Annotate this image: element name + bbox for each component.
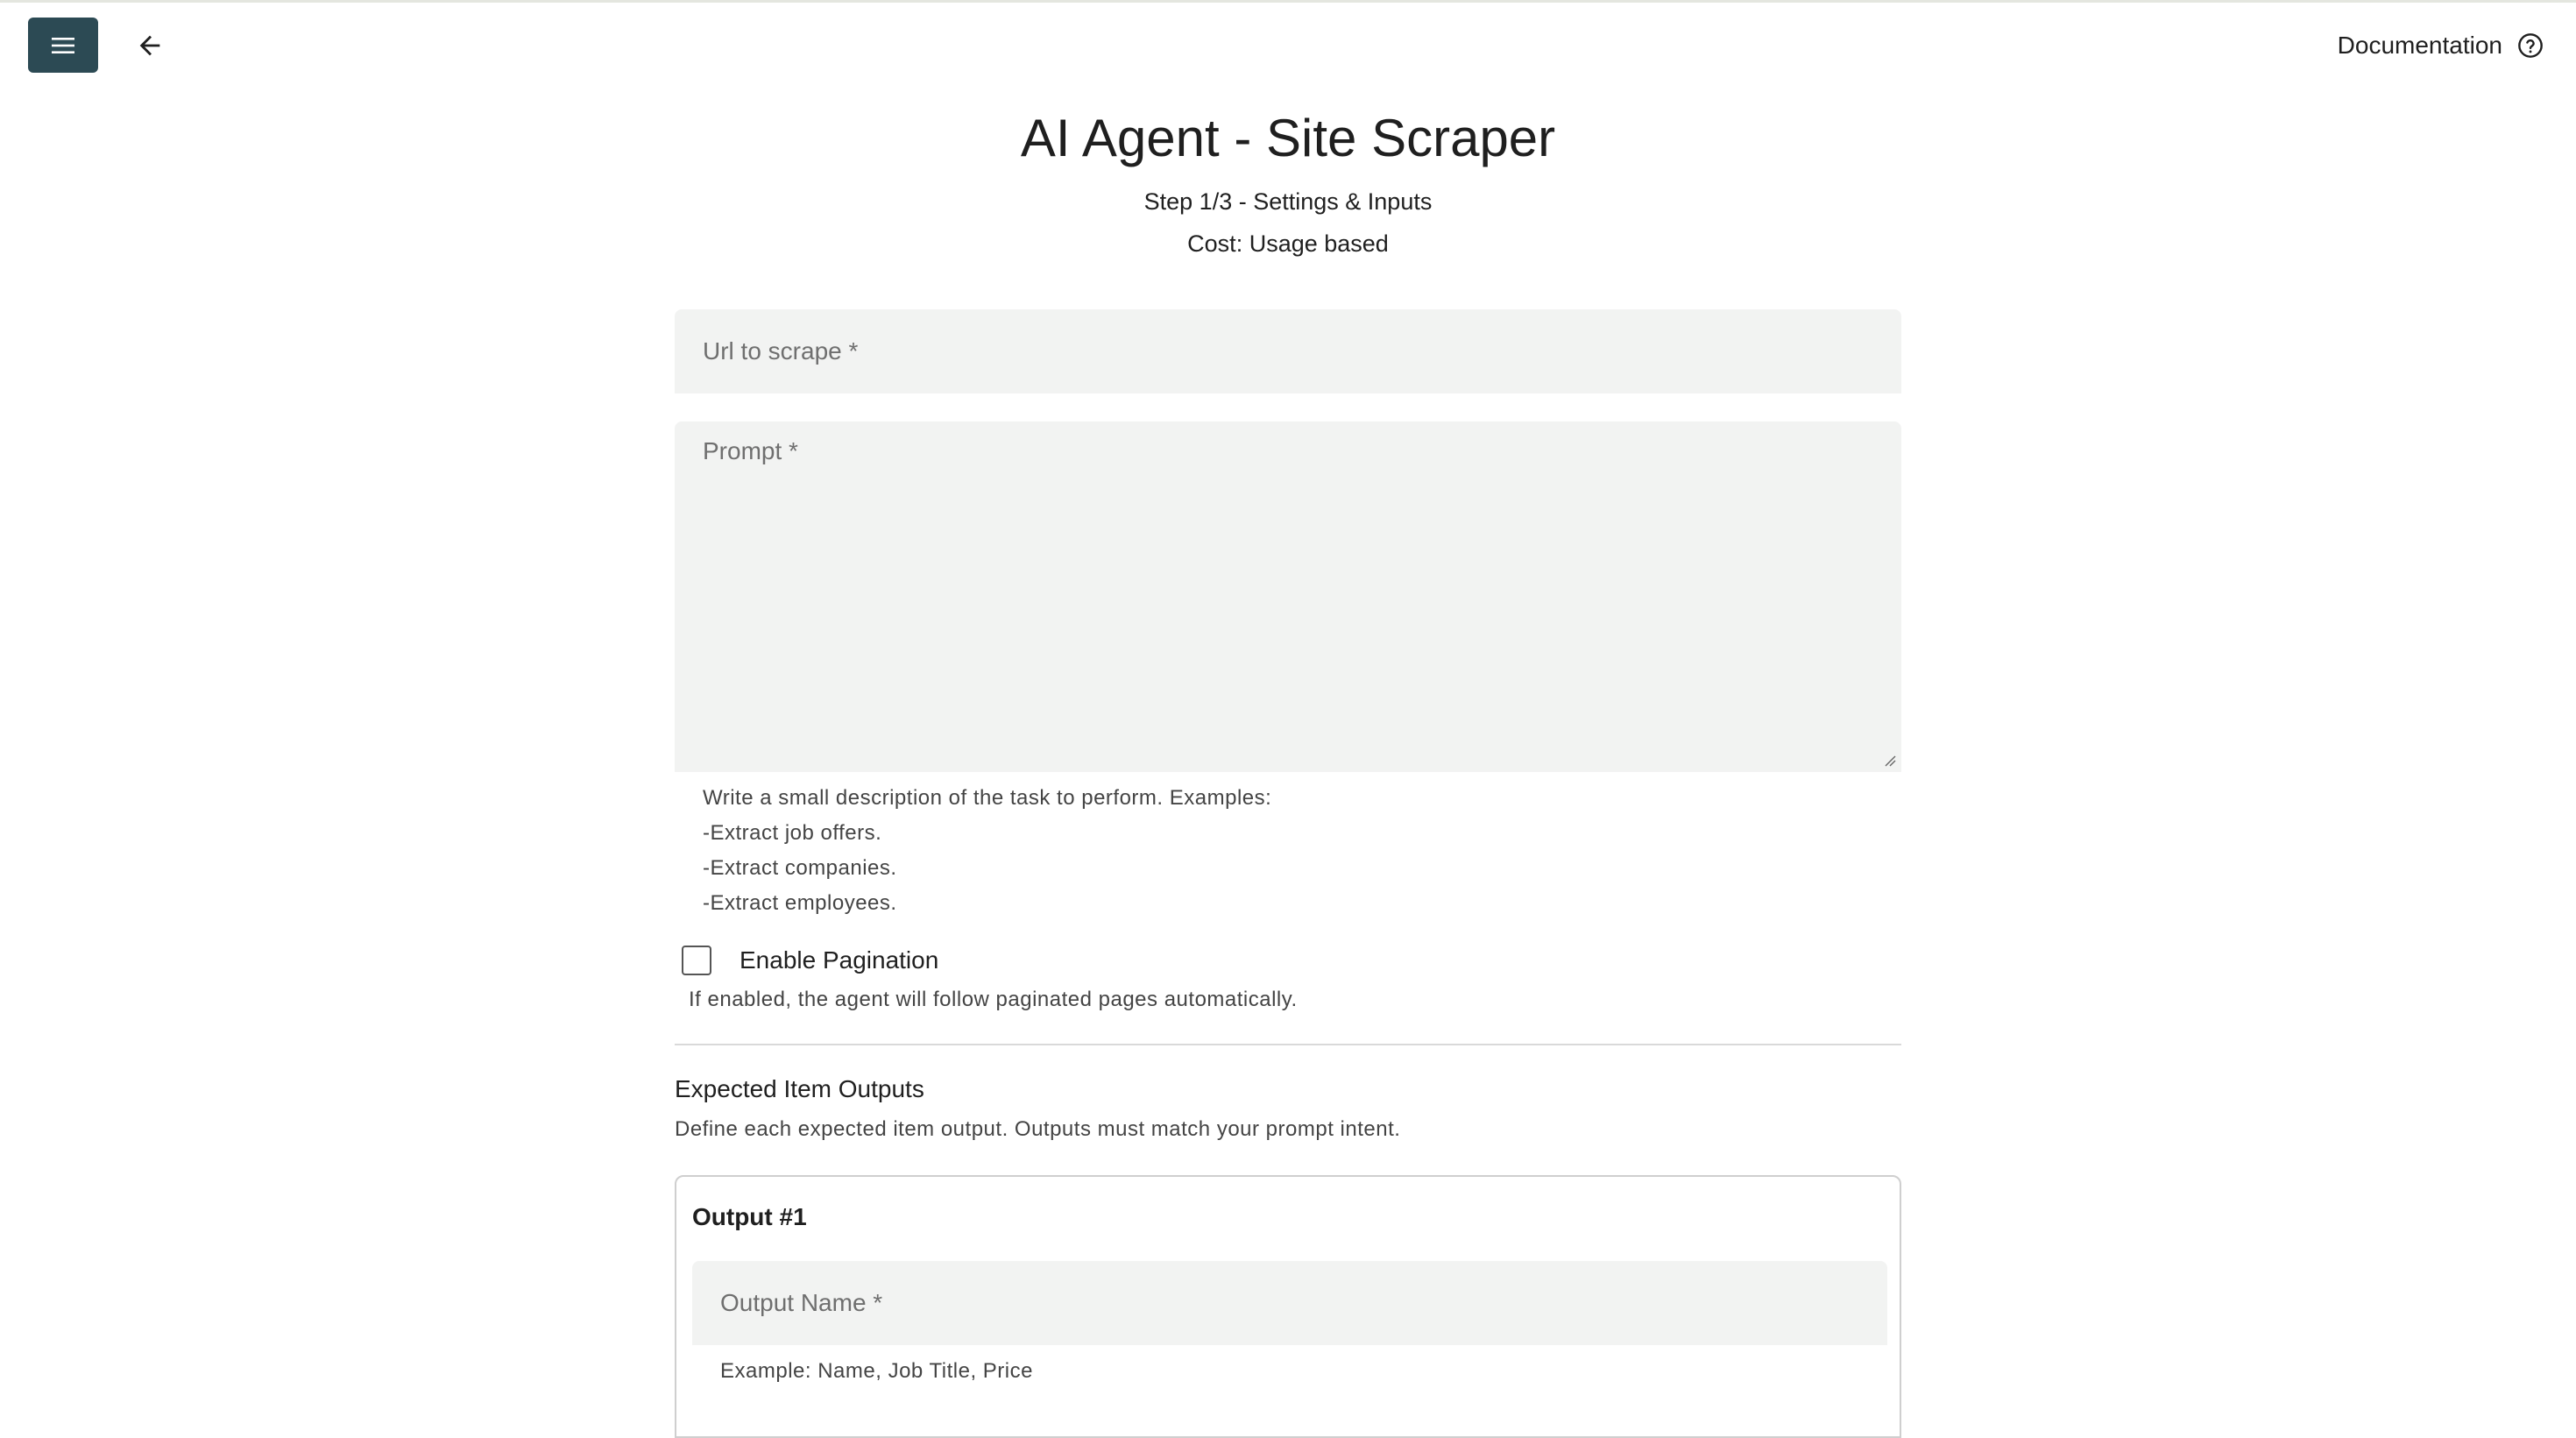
resize-grip-icon[interactable]: [1882, 753, 1896, 767]
help-circle-icon: [2516, 32, 2544, 60]
output-name-helper-text: Example: Name, Job Title, Price: [720, 1359, 1033, 1383]
pagination-helper-text: If enabled, the agent will follow paginated pages automatically.: [689, 988, 1298, 1011]
prompt-helper-line: -Extract job offers.: [703, 821, 882, 845]
arrow-back-icon: [135, 31, 165, 60]
prompt-textarea[interactable]: [675, 421, 1901, 772]
url-input-label: Url to scrape *: [703, 337, 859, 365]
output-card-title: Output #1: [692, 1203, 807, 1230]
menu-icon: [50, 35, 76, 56]
output-name-input[interactable]: [692, 1261, 1887, 1345]
prompt-helper-line: Write a small description of the task to perform. Examples:: [703, 786, 1272, 810]
cost-info: Cost: Usage based: [1187, 230, 1389, 257]
prompt-helper-line: -Extract companies.: [703, 856, 897, 880]
page-header: [0, 103, 2576, 261]
section-divider: [675, 1044, 1901, 1045]
enable-pagination-label[interactable]: Enable Pagination: [740, 946, 939, 974]
outputs-section-title: Expected Item Outputs: [675, 1075, 924, 1102]
documentation-label: Documentation: [2337, 32, 2502, 59]
menu-button[interactable]: [28, 18, 98, 73]
page-title: AI Agent - Site Scraper: [1020, 109, 1556, 167]
pagination-toggle-row: [675, 946, 1901, 975]
prompt-helper-line: -Extract employees.: [703, 891, 897, 915]
step-indicator: Step 1/3 - Settings & Inputs: [1143, 188, 1433, 215]
agent-settings-form: [675, 309, 1901, 1438]
documentation-link[interactable]: [2338, 26, 2544, 65]
top-border: [0, 0, 2576, 3]
output-name-input-label: Output Name *: [720, 1289, 883, 1316]
url-input[interactable]: [675, 309, 1901, 393]
output-card: [675, 1175, 1901, 1438]
back-button[interactable]: [128, 26, 172, 65]
prompt-helper-text: [675, 781, 1901, 921]
enable-pagination-checkbox[interactable]: [682, 946, 711, 975]
outputs-section-description: Define each expected item output. Outputs must match your prompt intent.: [675, 1117, 1401, 1141]
prompt-textarea-label: Prompt *: [703, 437, 798, 464]
